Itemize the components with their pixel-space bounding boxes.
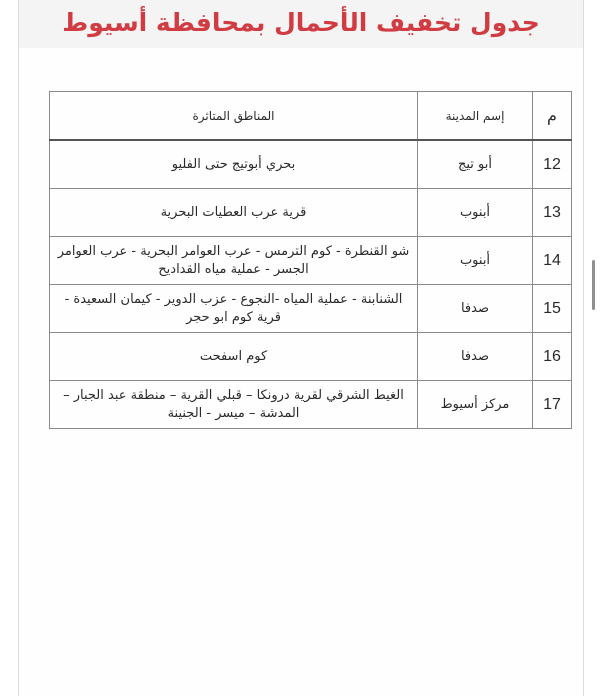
header-number: م <box>533 92 572 141</box>
load-shedding-table <box>49 91 572 429</box>
table-row <box>50 333 572 381</box>
cell-city: أبنوب <box>418 237 533 285</box>
title-band <box>19 0 583 48</box>
cell-areas: قرية عرب العطيات البحرية <box>50 189 418 237</box>
vertical-scrollbar[interactable] <box>592 260 595 310</box>
cell-number: 17 <box>533 381 572 429</box>
cell-number: 16 <box>533 333 572 381</box>
cell-areas: الشنابنة - عملية المياه -النجوع - عزب الدوير - كيمان السعيدة - قرية كوم ابو حجر <box>50 285 418 333</box>
cell-city: أبو تيج <box>418 140 533 189</box>
table-row <box>50 285 572 333</box>
table-row <box>50 237 572 285</box>
table-row <box>50 381 572 429</box>
header-areas: المناطق المتاثرة <box>50 92 418 141</box>
page-title: جدول تخفيف الأحمال بمحافظة أسيوط <box>62 7 540 37</box>
cell-number: 12 <box>533 140 572 189</box>
table-header-row <box>50 92 572 141</box>
table-row <box>50 140 572 189</box>
cell-areas: الغيط الشرقي لقرية درونكا – قبلي القرية – منطقة عبد الجبار – المدشة – ميسر - الجنينة <box>50 381 418 429</box>
table-row <box>50 189 572 237</box>
header-city: إسم المدينة <box>418 92 533 141</box>
cell-city: صدفا <box>418 285 533 333</box>
cell-city: مركز أسيوط <box>418 381 533 429</box>
cell-number: 13 <box>533 189 572 237</box>
cell-number: 15 <box>533 285 572 333</box>
cell-city: صدفا <box>418 333 533 381</box>
document-page <box>18 0 584 696</box>
cell-city: أبنوب <box>418 189 533 237</box>
cell-areas: كوم اسفحت <box>50 333 418 381</box>
cell-areas: شو القنطرة - كوم الترمس - عرب العوامر البحرية - عرب العوامر الجسر - عملية مياه القداديح <box>50 237 418 285</box>
cell-areas: بحري أبوتيج حتى الفليو <box>50 140 418 189</box>
cell-number: 14 <box>533 237 572 285</box>
